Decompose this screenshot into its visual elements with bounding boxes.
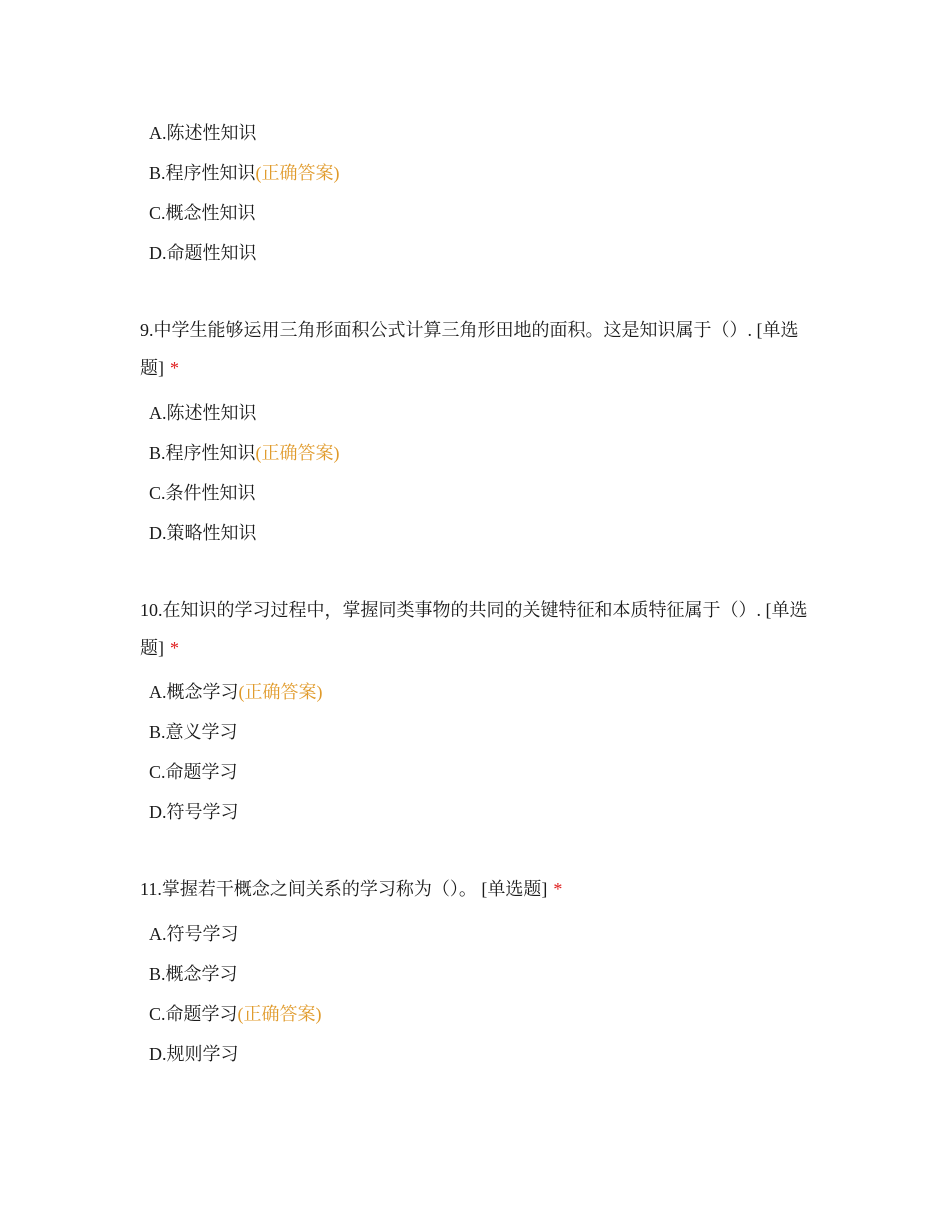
option-label: C.命题学习	[149, 762, 238, 782]
option-a	[149, 113, 950, 153]
question-9-text	[140, 311, 810, 387]
question-10-block	[0, 591, 950, 667]
option-a	[149, 914, 950, 954]
required-marker: *	[170, 638, 179, 658]
option-label: C.命题学习	[149, 1004, 238, 1024]
question-title: 10.在知识的学习过程中，掌握同类事物的共同的关键特征和本质特征属于（）. [单选题]	[140, 600, 808, 658]
question-9-options	[0, 393, 950, 553]
option-b	[149, 712, 950, 752]
question-title: 9.中学生能够运用三角形面积公式计算三角形田地的面积。这是知识属于（）. [单选题]	[140, 320, 799, 378]
option-label: A.陈述性知识	[149, 123, 257, 143]
question-9-block	[0, 311, 950, 387]
option-label: B.程序性知识	[149, 163, 256, 183]
correct-answer-tag: (正确答案)	[255, 163, 340, 183]
option-b	[149, 954, 950, 994]
option-c	[149, 193, 950, 233]
question-10-text	[140, 591, 810, 667]
option-label: B.程序性知识	[149, 443, 256, 463]
question-title: 11.掌握若干概念之间关系的学习称为（）。 [单选题]	[140, 879, 548, 899]
option-d	[149, 233, 950, 273]
question-11-text	[140, 870, 810, 908]
option-label: A.概念学习	[149, 682, 239, 702]
option-label: C.条件性知识	[149, 483, 256, 503]
option-b	[149, 153, 950, 193]
option-d	[149, 513, 950, 553]
option-d	[149, 1034, 950, 1074]
correct-answer-tag: (正确答案)	[237, 1004, 322, 1024]
option-label: B.意义学习	[149, 722, 238, 742]
option-d	[149, 792, 950, 832]
option-c	[149, 473, 950, 513]
option-c	[149, 994, 950, 1034]
required-marker: *	[170, 358, 179, 378]
correct-answer-tag: (正确答案)	[255, 443, 340, 463]
correct-answer-tag: (正确答案)	[238, 682, 323, 702]
option-label: D.符号学习	[149, 802, 239, 822]
option-b	[149, 433, 950, 473]
option-label: B.概念学习	[149, 964, 238, 984]
option-a	[149, 672, 950, 712]
required-marker: *	[553, 879, 563, 899]
question-10-options	[0, 672, 950, 832]
option-label: C.概念性知识	[149, 203, 256, 223]
option-c	[149, 752, 950, 792]
option-label: A.符号学习	[149, 924, 239, 944]
option-label: D.命题性知识	[149, 243, 257, 263]
question-11-block	[0, 870, 950, 908]
option-a	[149, 393, 950, 433]
option-label: D.策略性知识	[149, 523, 257, 543]
option-label: D.规则学习	[149, 1044, 239, 1064]
option-label: A.陈述性知识	[149, 403, 257, 423]
question-8-options	[0, 113, 950, 273]
question-11-options	[0, 914, 950, 1074]
